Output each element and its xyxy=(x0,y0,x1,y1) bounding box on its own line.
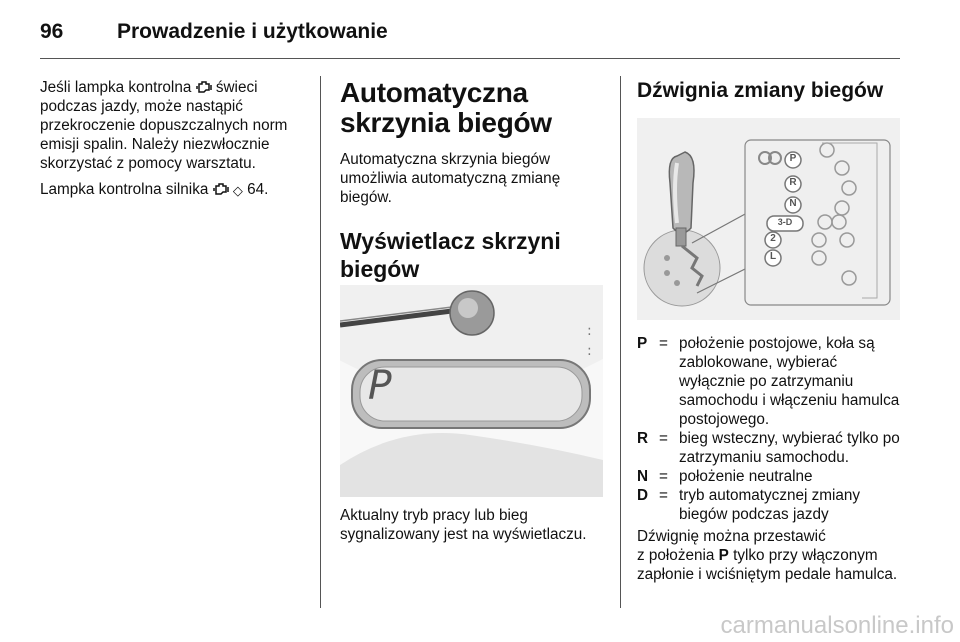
page-reference-link[interactable]: 64. xyxy=(247,181,269,198)
gate-label-n: N xyxy=(789,198,797,209)
svg-text::: : xyxy=(587,343,592,359)
page-reference-icon[interactable]: ◇ xyxy=(232,183,243,198)
column-1 xyxy=(40,78,310,200)
definition-r: R = bieg wsteczny, wybierać tylko po zatrzymaniu samochodu. xyxy=(637,430,900,466)
transmission-display-figure xyxy=(340,285,603,497)
gate-label-r: R xyxy=(789,177,797,188)
running-title: Prowadzenie i użytkowanie xyxy=(117,20,388,43)
engine-lamp-icon xyxy=(196,80,212,94)
display-caption: Aktualny tryb pracy lub bieg sygnalizowany jest na wyświetlaczu. xyxy=(340,507,587,543)
section-heading: Automatyczna skrzynia biegów xyxy=(340,77,552,138)
column-divider-2 xyxy=(620,76,621,608)
column-3 xyxy=(637,78,907,104)
reference-paragraph: Lampka kontrolna silnika ◇ 64. xyxy=(40,181,269,198)
engine-lamp-icon xyxy=(213,182,229,196)
position-definitions xyxy=(637,334,907,524)
warning-paragraph: Jeśli lampka kontrolna świeci podczas jazdy, może nastąpić przekroczenie dopuszczalnych norm emisji spalin. Należy niezwłocznie skorzystać z pomocy warsztatu. xyxy=(40,79,288,172)
gate-label-l: L xyxy=(769,251,777,262)
definition-p: P = położenie postojowe, koła są zablokowane, wybierać wyłącznie po zatrzymaniu samochodu i włączeniu hamulca postojowego. xyxy=(637,335,900,428)
page-number: 96 xyxy=(40,20,64,43)
page-header xyxy=(40,20,920,50)
svg-text::: : xyxy=(587,323,592,339)
section-heading-lever: Dźwignia zmiany biegów xyxy=(637,79,884,102)
column-divider-1 xyxy=(320,76,321,608)
gear-display-character: P xyxy=(368,363,393,409)
intro-paragraph: Automatyczna skrzynia biegów umożliwia automatyczną zmianę biegów. xyxy=(340,151,561,206)
definition-n: N = położenie neutralne xyxy=(637,468,813,485)
gate-label-3d: 3-D xyxy=(777,217,793,227)
subsection-heading: Wyświetlacz skrzyni biegów xyxy=(340,228,561,282)
definition-d: D = tryb automatycznej zmiany biegów podczas jazdy xyxy=(637,487,861,523)
header-rule xyxy=(40,58,900,59)
column-2 xyxy=(340,78,605,283)
watermark: carmanualsonline.info xyxy=(720,612,954,639)
gate-label-2: 2 xyxy=(770,233,776,244)
lever-note-paragraph: Dźwignię można przestawić z położenia P tylko przy włączonym zapłonie i wciśniętym pedale hamulca. xyxy=(637,528,898,583)
gate-label-p: P xyxy=(789,153,797,164)
gear-lever-figure xyxy=(637,118,900,320)
